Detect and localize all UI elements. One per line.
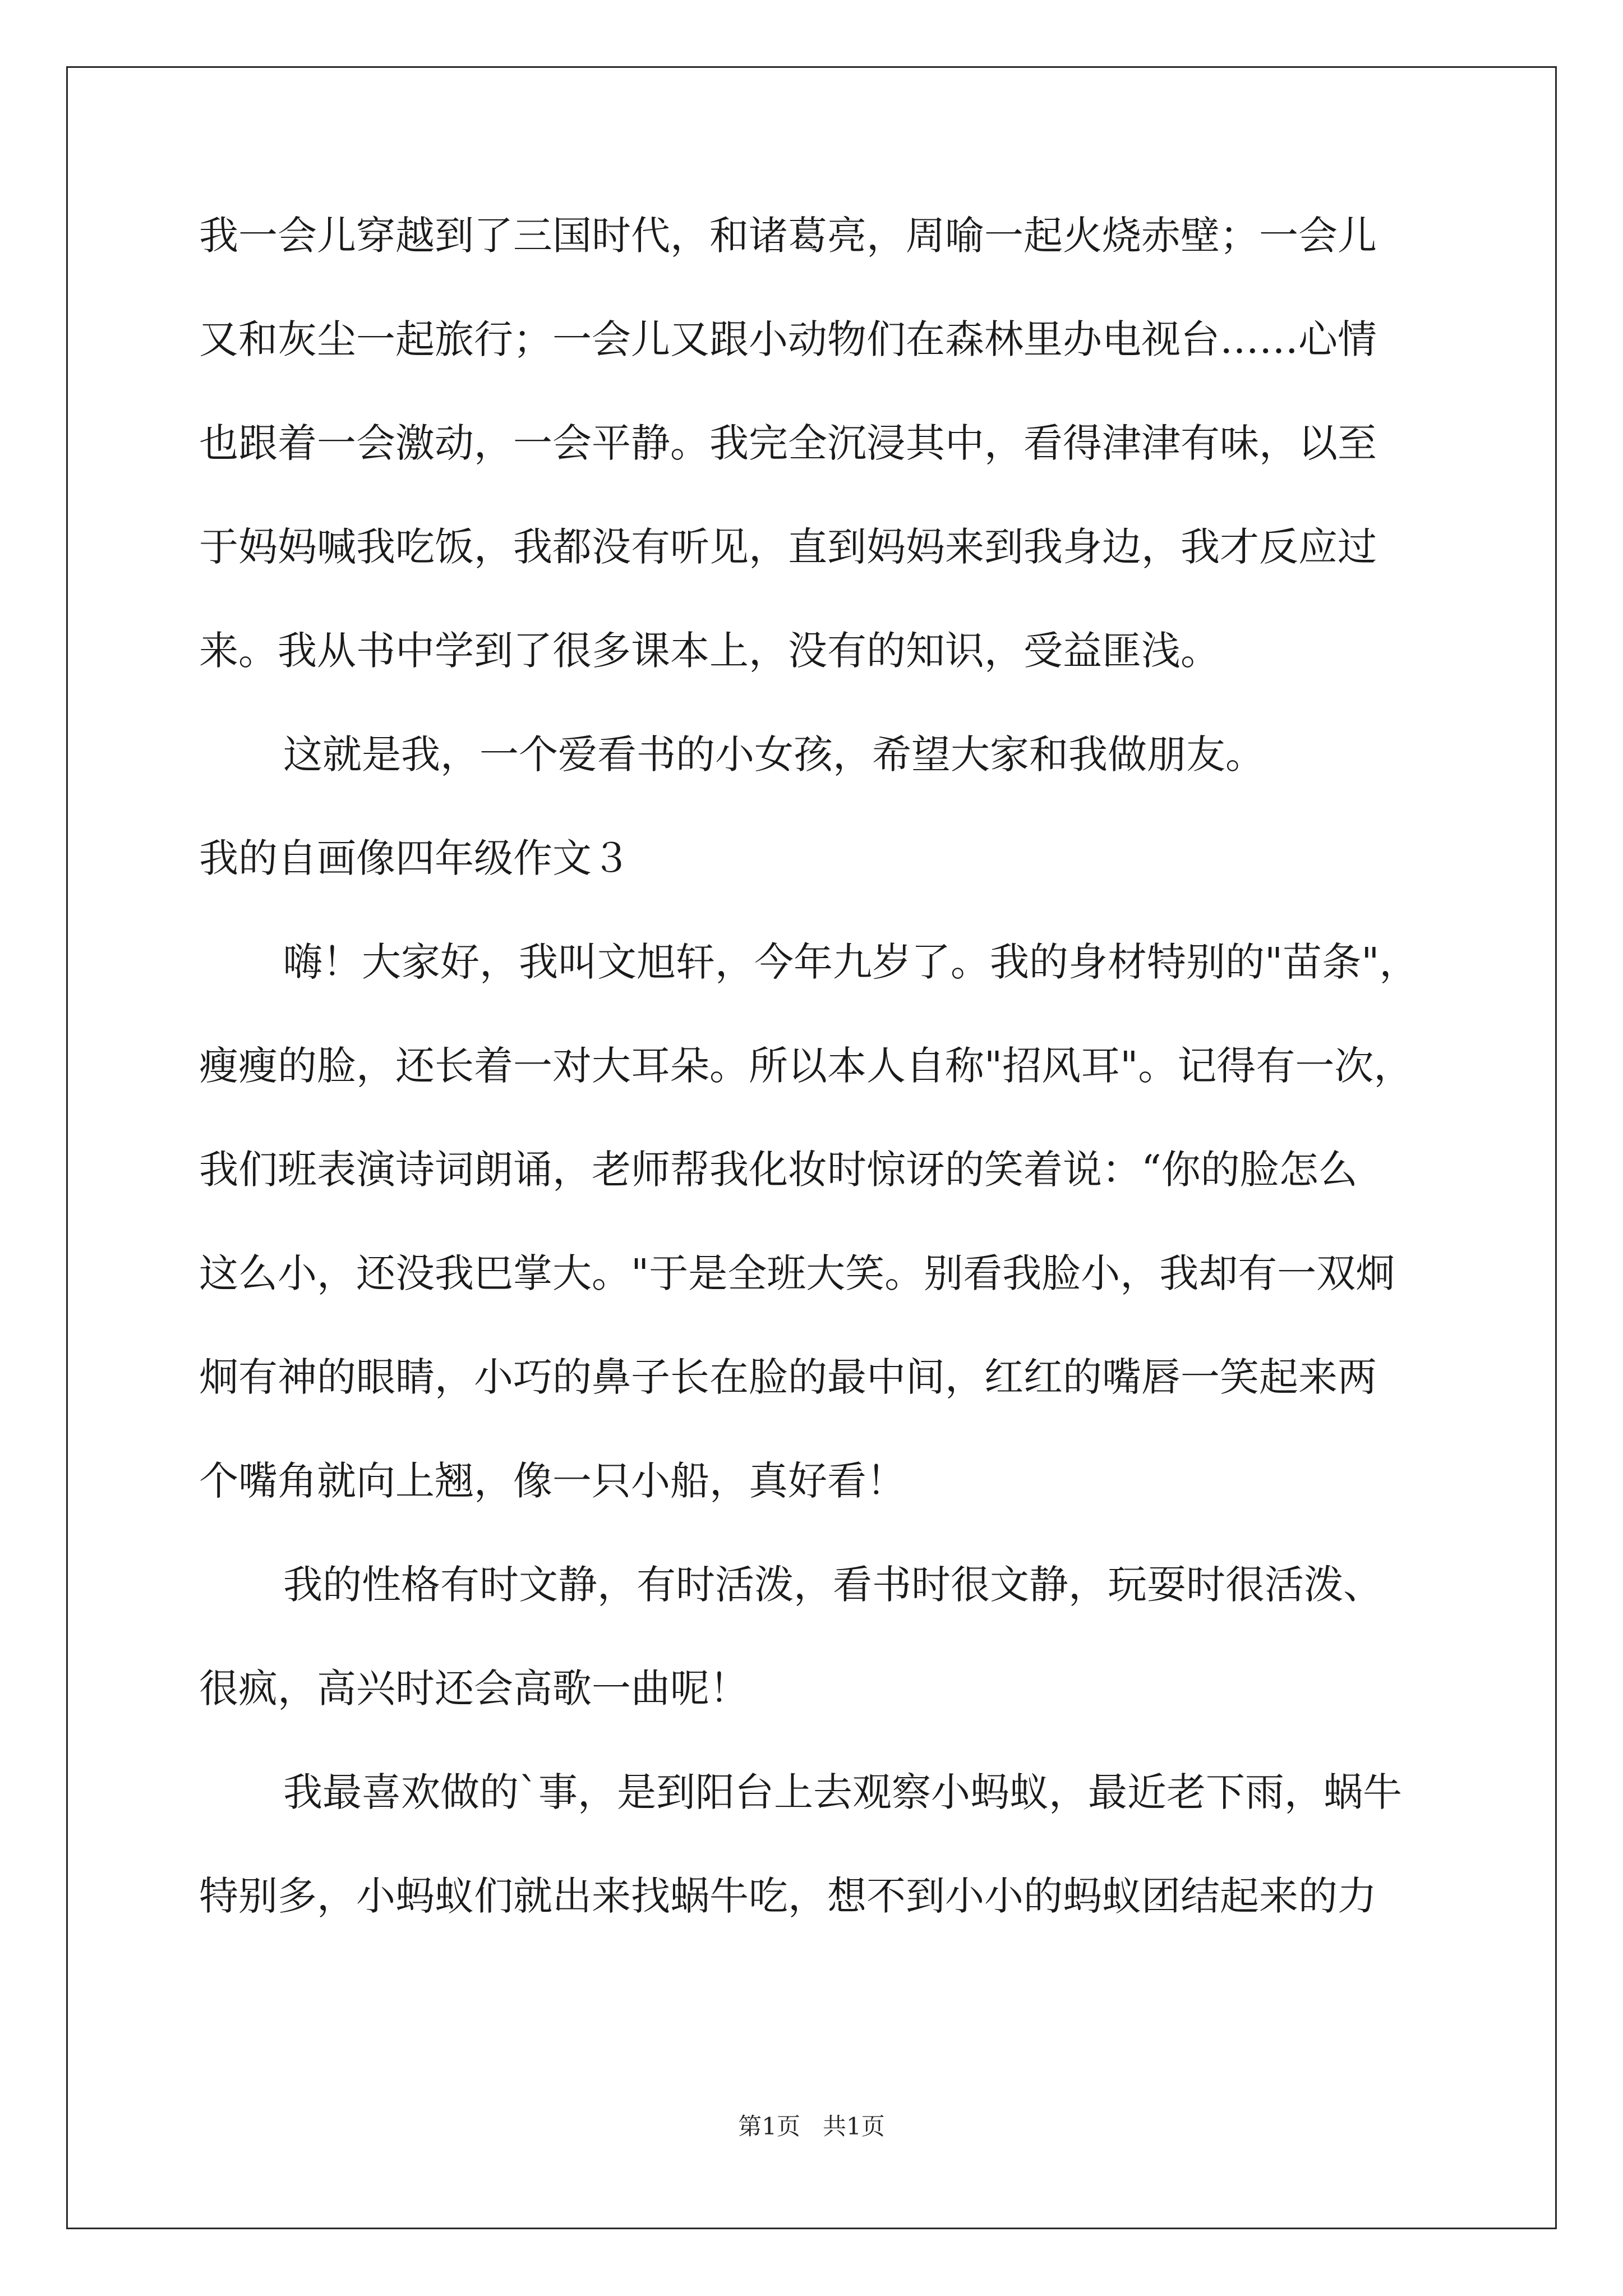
text-line: 这就是我，一个爱看书的小女孩，希望大家和我做朋友。 [283, 731, 1265, 777]
text-line: 嗨！大家好，我叫文旭轩，今年九岁了。我的身材特别的"苗条"， [283, 939, 1419, 985]
page-footer: 第1页 共1页 [738, 2113, 885, 2140]
text-line: 这么小，还没我巴掌大。"于是全班大笑。别看我脸小，我却有一双炯 [199, 1250, 1395, 1296]
paragraph [199, 208, 1433, 726]
text-line: 于妈妈喊我吃饭，我都没有听见，直到妈妈来到我身边，我才反应过 [199, 524, 1377, 570]
text-line: 我们班表演诗词朗诵，老师帮我化妆时惊讶的笑着说：“你的脸怎么 [199, 1147, 1358, 1193]
text-line: 我一会儿穿越到了三国时代，和诸葛亮，周喻一起火烧赤壁；一会儿 [199, 213, 1377, 259]
text-line: 又和灰尘一起旅行；一会儿又跟小动物们在森林里办电视台……心情 [199, 316, 1377, 362]
text-line: 炯有神的眼睛，小巧的鼻子长在脸的最中间，红红的嘴唇一笑起来两 [199, 1354, 1377, 1400]
paragraph [199, 1764, 1433, 1972]
text-line: 来。我从书中学到了很多课本上，没有的知识，受益匪浅。 [199, 628, 1220, 674]
text-line: 瘦瘦的脸，还长着一对大耳朵。所以本人自称"招风耳"。记得有一次， [199, 1043, 1413, 1089]
section-heading: 我的自画像四年级作文３ [199, 835, 631, 881]
text-line: 我最喜欢做的`事，是到阳台上去观察小蚂蚁，最近老下雨，蜗牛 [283, 1769, 1402, 1815]
document-body [199, 208, 1433, 1972]
text-line: 个嘴角就向上翘，像一只小船，真好看！ [199, 1458, 906, 1504]
paragraph [199, 934, 1433, 1557]
paragraph [199, 726, 1433, 830]
text-line: 很疯，高兴时还会高歌一曲呢！ [199, 1665, 749, 1711]
text-line: 特别多，小蚂蚁们就出来找蜗牛吃，想不到小小的蚂蚁团结起来的力 [199, 1873, 1377, 1919]
text-line: 也跟着一会激动，一会平静。我完全沉浸其中，看得津津有味，以至 [199, 420, 1377, 466]
text-line: 我的性格有时文静，有时活泼，看书时很文静，玩耍时很活泼、 [283, 1562, 1382, 1608]
paragraph [199, 1557, 1433, 1764]
